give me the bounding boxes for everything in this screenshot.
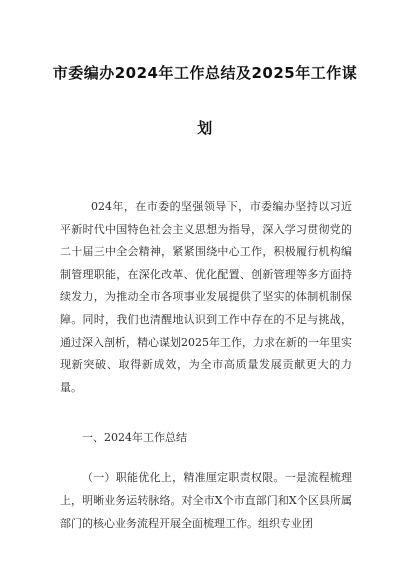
title-line-2: 划 bbox=[197, 119, 213, 137]
body-paragraph: （一）职能优化上，精准厘定职责权限。一是流程梳理上，明晰业务运转脉络。对全市X个市直部门和X个区县所属部门的核心业务流程开展全面梳理工作。组织专业团 bbox=[60, 471, 352, 530]
section-heading: 一、2024年工作总结 bbox=[82, 431, 187, 445]
title-line-1: 市委编办2024年工作总结及2025年工作谋 bbox=[52, 64, 358, 82]
document-title bbox=[40, 62, 370, 138]
intro-paragraph: 024年，在市委的坚强领导下，市委编办坚持以习近平新时代中国特色社会主义思想为指导，深入学习贯彻党的二十届三中全会精神，紧紧围绕中心工作，积极履行机构编制管理职能，在深化改革、优化配置、创新管理等多方面持续发力，为推动全市各项事业发展提供了坚实的体制机制保障。同时，我们也清醒地认识到工作中存在的不足与挑战，通过深入剖析，精心谋划2025年工作，力求在新的一年里实现新突破、取得新成效，为全市高质量发展贡献更大的力量。 bbox=[60, 200, 352, 394]
document-body bbox=[60, 196, 352, 535]
